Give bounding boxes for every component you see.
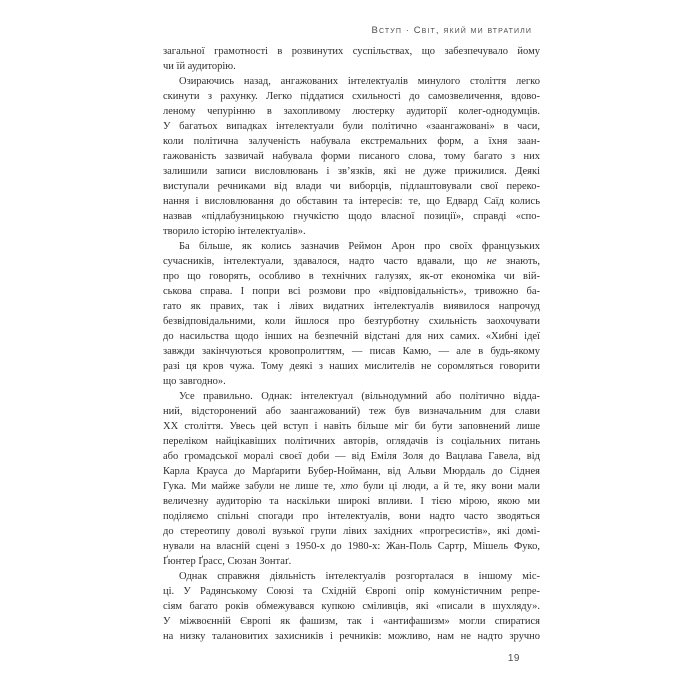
text-line xyxy=(163,164,540,179)
text-line xyxy=(163,59,540,74)
text-run: Однак справжня діяльність інтелектуалів розгорталася в іншому міс- xyxy=(179,571,540,582)
text-line xyxy=(163,359,540,374)
text-run: Ба більше, як колись зазначив Реймон Арон про своїх французьких xyxy=(179,241,540,252)
text-line xyxy=(163,524,540,539)
text-line xyxy=(163,404,540,419)
text-run: до стереотипу доволі вузької групи лівих західних «прогресистів», які домі- xyxy=(163,526,540,537)
text-run: Карла Крауса до Марґарити Бубер-Нойманн, від Альви Мюрдаль до Сіднея xyxy=(163,466,540,477)
text-line xyxy=(163,284,540,299)
text-run: творило історію інтелектуалів». xyxy=(163,226,306,237)
emphasized-word: не xyxy=(486,256,497,267)
text-line xyxy=(163,254,540,269)
page-number: 19 xyxy=(507,653,520,664)
text-run: Усе правильно. Однак: інтелектуал (вільнодумний або політично відда- xyxy=(179,391,540,402)
text-line xyxy=(163,134,540,149)
text-line xyxy=(163,74,540,89)
text-run: ХХ століття. Увесь цей вступ і навіть більше міг би бути заповнений лише xyxy=(163,421,540,432)
text-line xyxy=(163,569,540,584)
text-run: назвав «підлабузницькою гнучкістю щодо власної позиції», справді «спо- xyxy=(163,211,540,222)
text-run: або громадської моралі своєї доби — від Еміля Золя до Вацлава Гавела, від xyxy=(163,451,540,462)
text-line xyxy=(163,599,540,614)
text-run: разі ця кров чужа. Тому деякі з наших мислителів не соромляться говорити xyxy=(163,361,540,372)
text-line xyxy=(163,374,540,389)
text-line xyxy=(163,104,540,119)
text-run: У багатьох випадках інтелектуали були політично «заангажовані» в часи, xyxy=(163,121,540,132)
text-run: сучасників, інтелектуали, здавалося, надто часто вдавали, що xyxy=(163,256,487,267)
text-line xyxy=(163,389,540,404)
text-run: сіям багато років обмежувався купкою сміливців, які «писали в шухляду». xyxy=(163,601,540,612)
text-line xyxy=(163,494,540,509)
text-run: знають, xyxy=(496,256,540,267)
text-run: леному чепурінню в захопливому люстерку аудиторії колег-однодумців. xyxy=(163,106,540,117)
text-run: ці. У Радянському Союзі та Східній Європі опір комуністичним репре- xyxy=(163,586,540,597)
text-line xyxy=(163,344,540,359)
text-run: величезну аудиторію та наскільки широкі впливи. І тією мірою, якою ми xyxy=(163,496,540,507)
text-line xyxy=(163,179,540,194)
text-line xyxy=(163,554,540,569)
text-line xyxy=(163,509,540,524)
text-line xyxy=(163,89,540,104)
text-line xyxy=(163,149,540,164)
text-run: переліком найцікавіших політичних авторів, оглядачів із соціальних питань xyxy=(163,436,540,447)
text-line xyxy=(163,539,540,554)
text-run: поділяємо спільні спогади про інтелектуалів, вони надто часто зводяться xyxy=(163,511,540,522)
running-header: Вступ · Світ, який ми втратили xyxy=(371,25,532,36)
text-run: У міжвоєнній Європі як фашизм, так і «антифашизм» могли спиратися xyxy=(163,616,540,627)
emphasized-word: хто xyxy=(340,481,359,492)
text-run: скинути з рахунку. Легко піддатися схильності до самозвеличення, вдово- xyxy=(163,91,540,102)
text-line xyxy=(163,314,540,329)
text-run: чи їй аудиторію. xyxy=(163,61,236,72)
text-line xyxy=(163,224,540,239)
text-run: нували на власній сцені з 1950-х до 1980-х: Жан-Поль Сартр, Мішель Фуко, xyxy=(163,541,540,552)
text-line xyxy=(163,239,540,254)
text-run: загальної грамотності в розвинутих суспільствах, що забезпечувало йому xyxy=(163,46,540,57)
text-run: були ці люди, а й те, яку вони мали xyxy=(358,481,540,492)
text-run: ний, відсторонений або заангажований) теж був визначальним для слави xyxy=(163,406,540,417)
text-run: Ґюнтер Ґрасс, Сюзан Зонтаґ. xyxy=(163,556,292,567)
page-body xyxy=(163,44,540,644)
text-run: про що говорять, особливо в технічних галузях, як-от економіка чи вій- xyxy=(163,271,540,282)
text-line xyxy=(163,44,540,59)
text-run: Гука. Ми майже забули не лише те, xyxy=(163,481,341,492)
text-run: гажованість зазвичай набувала форми писаного слова, тому багато з них xyxy=(163,151,540,162)
text-run: ськова справа. І попри всі розмови про «відповідальність», тривожно ба- xyxy=(163,286,540,297)
text-run: безвідповідальними, коли йшлося про безтурботну схильність заохочувати xyxy=(163,316,540,327)
text-run: до насильства щодо інших на безпечній відстані для них самих. «Хибні ідеї xyxy=(163,331,540,342)
text-line xyxy=(163,269,540,284)
text-line xyxy=(163,464,540,479)
text-run: що завгодно». xyxy=(163,376,226,387)
text-line xyxy=(163,119,540,134)
text-line xyxy=(163,194,540,209)
text-line xyxy=(163,479,540,494)
text-run: гато як правих, так і лівих видатних інтелектуалів виявилося напрочуд xyxy=(163,301,540,312)
text-run: нання і висловлювання до обставин та інтересів: те, що Едвард Саїд колись xyxy=(163,196,540,207)
text-line xyxy=(163,209,540,224)
text-run: Озираючись назад, ангажованих інтелектуалів минулого століття легко xyxy=(179,76,540,87)
text-line xyxy=(163,299,540,314)
text-line xyxy=(163,584,540,599)
text-run: завжди закінчуються кровопролиттям, — писав Камю, — але в будь-якому xyxy=(163,346,540,357)
text-run: коли політична залученість набувала екстремальних форм, а їхня заан- xyxy=(163,136,540,147)
text-line xyxy=(163,434,540,449)
text-line xyxy=(163,449,540,464)
text-line xyxy=(163,614,540,629)
text-run: залишили записи висловлювань і зв’язків, які не дуже прижилися. Деякі xyxy=(163,166,540,177)
text-line xyxy=(163,419,540,434)
text-run: на низку талановитих захисників і речників: можливо, нам не надто зручно xyxy=(163,631,540,642)
text-run: виступали речниками від влади чи виборців, підлаштовували свої переко- xyxy=(163,181,540,192)
text-line xyxy=(163,329,540,344)
text-line xyxy=(163,629,540,644)
